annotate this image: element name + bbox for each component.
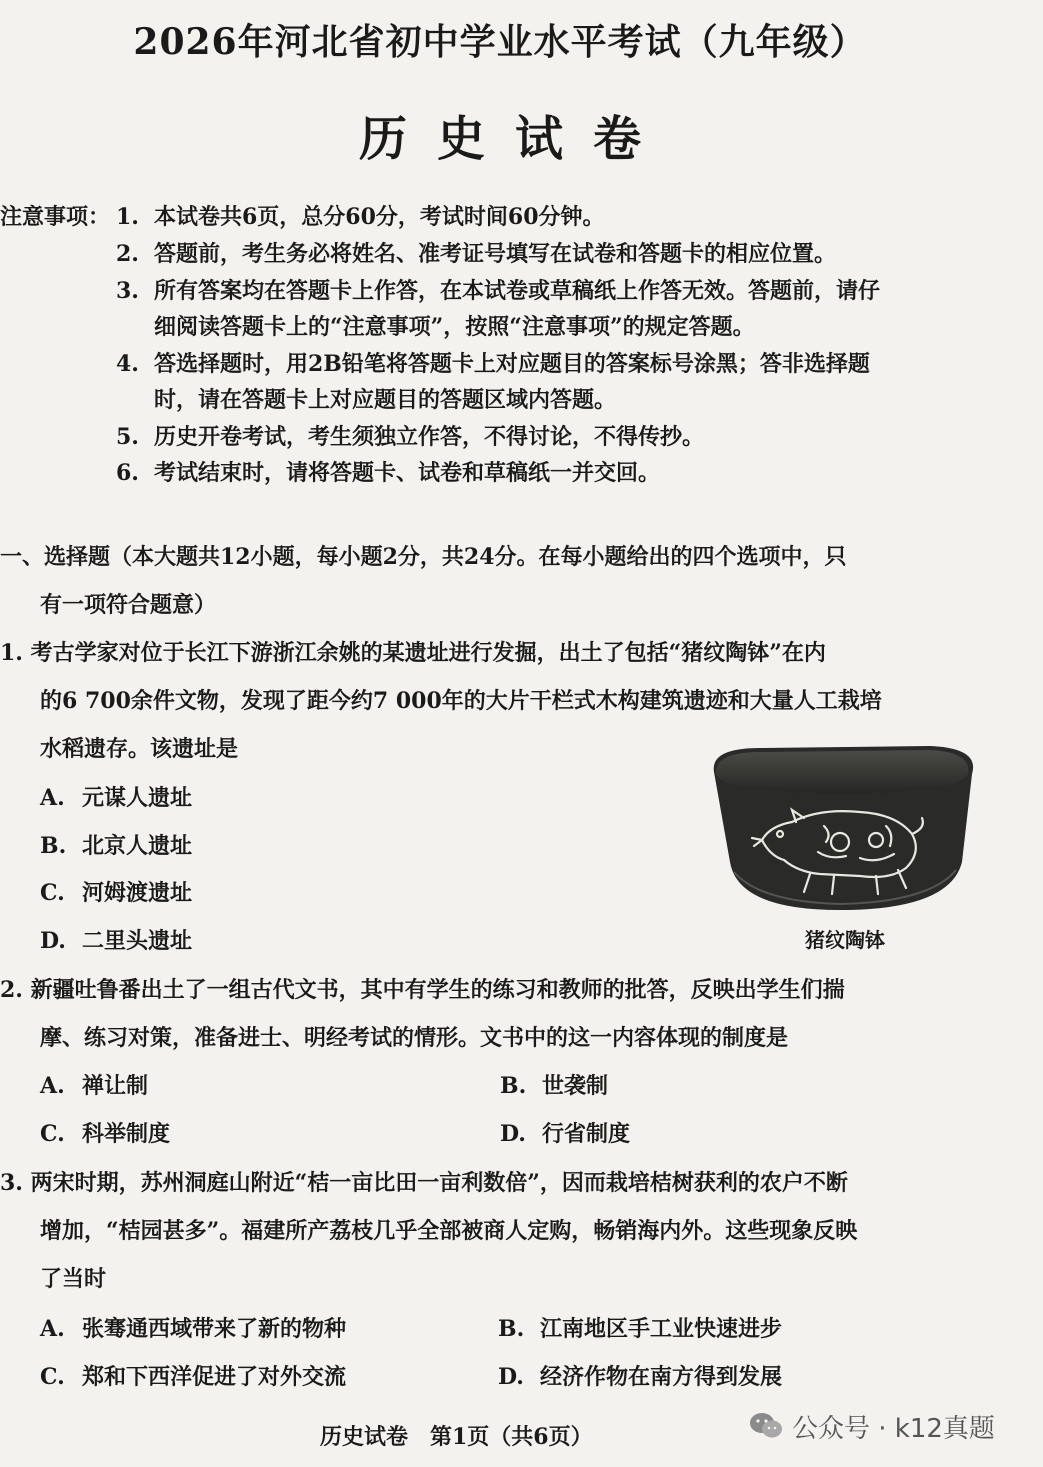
pig-pattern-bowl-figure xyxy=(700,742,990,962)
notice-item: 5. 历史开卷考试，考生须独立作答，不得讨论，不得传抄。 xyxy=(116,424,705,450)
section-heading-continued: 有一项符合题意） xyxy=(40,592,217,618)
question-2-stem-continued: 摩、练习对策，准备进士、明经考试的情形。文书中的这一内容体现的制度是 xyxy=(40,1025,789,1051)
question-3-option-b: B. 江南地区手工业快速进步 xyxy=(498,1316,783,1342)
question-3-stem-continued: 了当时 xyxy=(40,1266,107,1292)
notice-item: 2. 答题前，考生务必将姓名、准考证号填写在试卷和答题卡的相应位置。 xyxy=(116,241,837,267)
pig-pattern-bowl-image xyxy=(700,742,990,922)
notice-item-continued: 细阅读答题卡上的“注意事项”，按照“注意事项”的规定答题。 xyxy=(154,314,755,340)
question-3-stem: 3. 两宋时期，苏州洞庭山附近“桔一亩比田一亩利数倍”，因而栽培桔树获利的农户不断 xyxy=(0,1170,848,1196)
question-2-option-a: A. 禅让制 xyxy=(40,1073,149,1099)
question-1-stem: 1. 考古学家对位于长江下游浙江余姚的某遗址进行发掘，出土了包括“猪纹陶钵”在内 xyxy=(0,640,826,666)
question-3-option-d: D. 经济作物在南方得到发展 xyxy=(498,1364,783,1390)
exam-title: 2026年河北省初中学业水平考试（九年级） xyxy=(133,21,867,63)
question-1-stem-continued: 的6 700余件文物，发现了距今约7 000年的大片干栏式木构建筑遗迹和大量人工栽培 xyxy=(40,688,882,714)
question-3-option-a: A. 张骞通西域带来了新的物种 xyxy=(40,1316,347,1342)
question-1-stem-continued: 水稻遗存。该遗址是 xyxy=(40,736,239,762)
question-1-option-c: C. 河姆渡遗址 xyxy=(40,880,193,906)
notice-item: 6. 考试结束时，请将答题卡、试卷和草稿纸一并交回。 xyxy=(116,460,661,486)
question-3-stem-continued: 增加，“桔园甚多”。福建所产荔枝几乎全部被商人定购，畅销海内外。这些现象反映 xyxy=(40,1218,858,1244)
question-1-option-a: A. 元谋人遗址 xyxy=(40,785,193,811)
section-heading: 一、选择题（本大题共12小题，每小题2分，共24分。在每小题给出的四个选项中，只 xyxy=(0,544,847,570)
question-2-option-d: D. 行省制度 xyxy=(500,1121,631,1147)
subject-title: 历史试卷 xyxy=(358,111,671,167)
figure-caption: 猪纹陶钵 xyxy=(805,928,885,952)
question-2-option-c: C. 科举制度 xyxy=(40,1121,171,1147)
question-1-option-b: B. 北京人遗址 xyxy=(40,833,193,859)
page-footer: 历史试卷 第1页（共6页） xyxy=(320,1424,593,1450)
watermark-text: 公众号 · k12真题 xyxy=(792,1413,995,1444)
wechat-icon xyxy=(748,1411,784,1441)
question-2-option-b: B. 世袭制 xyxy=(500,1073,609,1099)
notice-item: 3. 所有答案均在答题卡上作答，在本试卷或草稿纸上作答无效。答题前，请仔 xyxy=(116,278,881,304)
notice-item: 1. 本试卷共6页，总分60分，考试时间60分钟。 xyxy=(116,204,605,230)
notice-label: 注意事项： xyxy=(0,204,111,230)
question-1-option-d: D. 二里头遗址 xyxy=(40,928,193,954)
notice-item-continued: 时，请在答题卡上对应题目的答题区域内答题。 xyxy=(154,387,617,413)
watermark xyxy=(748,1404,995,1448)
notice-item: 4. 答选择题时，用2B铅笔将答题卡上对应题目的答案标号涂黑；答非选择题 xyxy=(116,351,870,377)
question-2-stem: 2. 新疆吐鲁番出土了一组古代文书，其中有学生的练习和教师的批答，反映出学生们揣 xyxy=(0,977,845,1003)
question-3-option-c: C. 郑和下西洋促进了对外交流 xyxy=(40,1364,347,1390)
